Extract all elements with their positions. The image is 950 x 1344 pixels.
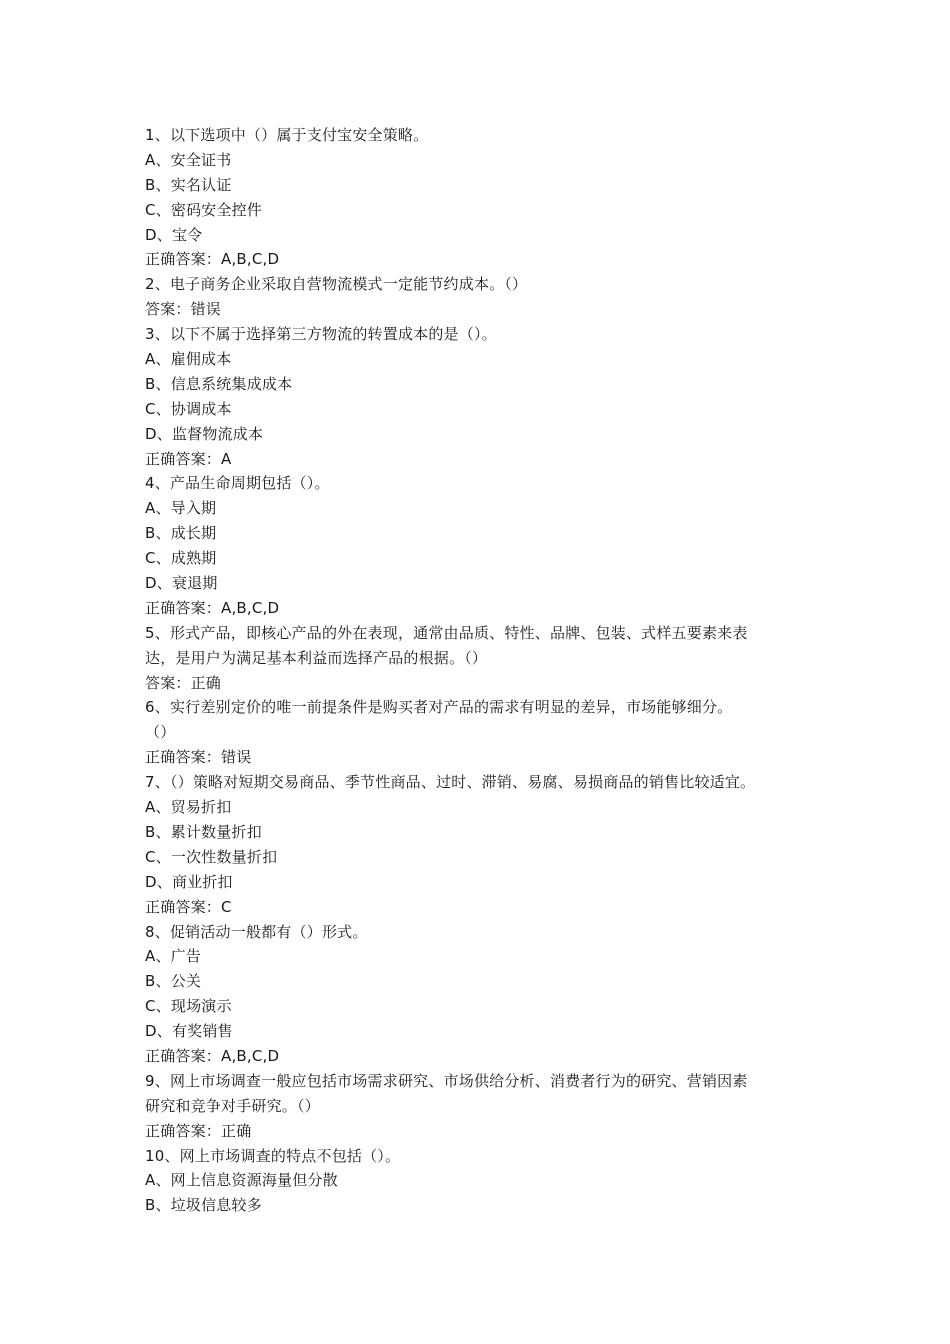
text-line: B、信息系统集成成本: [145, 374, 293, 393]
text-line: 8、促销活动一般都有（）形式。: [145, 922, 368, 941]
text-line: 正确答案：A: [145, 449, 232, 468]
text-line: C、现场演示: [145, 997, 232, 1016]
text-line: D、商业折扣: [145, 872, 233, 891]
text-line: 10、网上市场调查的特点不包括（）。: [145, 1146, 401, 1165]
text-line: A、安全证书: [145, 150, 232, 169]
text-line: 正确答案：C: [145, 897, 232, 916]
text-line: C、协调成本: [145, 399, 232, 418]
text-line: 4、产品生命周期包括（）。: [145, 474, 330, 493]
text-line: 达，是用户为满足基本利益而选择产品的根据。（）: [145, 648, 488, 667]
text-line: 5、形式产品，即核心产品的外在表现，通常由品质、特性、品牌、包装、式样五要素来表: [145, 623, 748, 642]
text-line: 正确答案：A,B,C,D: [145, 1046, 280, 1065]
text-line: 正确答案：正确: [145, 1121, 252, 1140]
text-line: 正确答案：错误: [145, 748, 252, 767]
text-line: 9、网上市场调查一般应包括市场需求研究、市场供给分析、消费者行为的研究、营销因素: [145, 1071, 748, 1090]
text-line: D、监督物流成本: [145, 424, 264, 443]
text-line: 2、电子商务企业采取自营物流模式一定能节约成本。（）: [145, 275, 528, 294]
text-line: A、网上信息资源海量但分散: [145, 1171, 338, 1190]
text-line: C、一次性数量折扣: [145, 847, 278, 866]
text-line: 研究和竞争对手研究。（）: [145, 1096, 320, 1115]
text-line: B、实名认证: [145, 175, 232, 194]
text-line: 正确答案：A,B,C,D: [145, 250, 280, 269]
text-line: B、成长期: [145, 524, 217, 543]
text-line: （）: [145, 723, 176, 742]
text-line: D、衰退期: [145, 574, 218, 593]
text-line: 6、实行差别定价的唯一前提条件是购买者对产品的需求有明显的差异，市场能够细分。: [145, 698, 733, 717]
text-line: D、有奖销售: [145, 1022, 233, 1041]
text-line: 答案：正确: [145, 673, 222, 692]
text-line: 答案：错误: [145, 300, 222, 319]
text-line: A、导入期: [145, 499, 217, 518]
text-line: 1、以下选项中（）属于支付宝安全策略。: [145, 126, 429, 144]
document-page: [145, 123, 825, 1218]
text-line: C、密码安全控件: [145, 200, 263, 219]
text-line: 3、以下不属于选择第三方物流的转置成本的是（）。: [145, 325, 497, 344]
text-line: A、雇佣成本: [145, 350, 232, 369]
text-line: B、垃圾信息较多: [145, 1196, 262, 1215]
text-line: B、累计数量折扣: [145, 822, 262, 841]
text-line: D、宝令: [145, 225, 203, 244]
text-line: 正确答案：A,B,C,D: [145, 598, 280, 617]
text-line: A、广告: [145, 947, 202, 966]
text-line: A、贸易折扣: [145, 798, 232, 817]
text-line: 7、（）策略对短期交易商品、季节性商品、过时、滞销、易腐、易损商品的销售比较适宜。: [145, 773, 756, 792]
text-line: C、成熟期: [145, 549, 217, 568]
text-line: B、公关: [145, 972, 202, 991]
